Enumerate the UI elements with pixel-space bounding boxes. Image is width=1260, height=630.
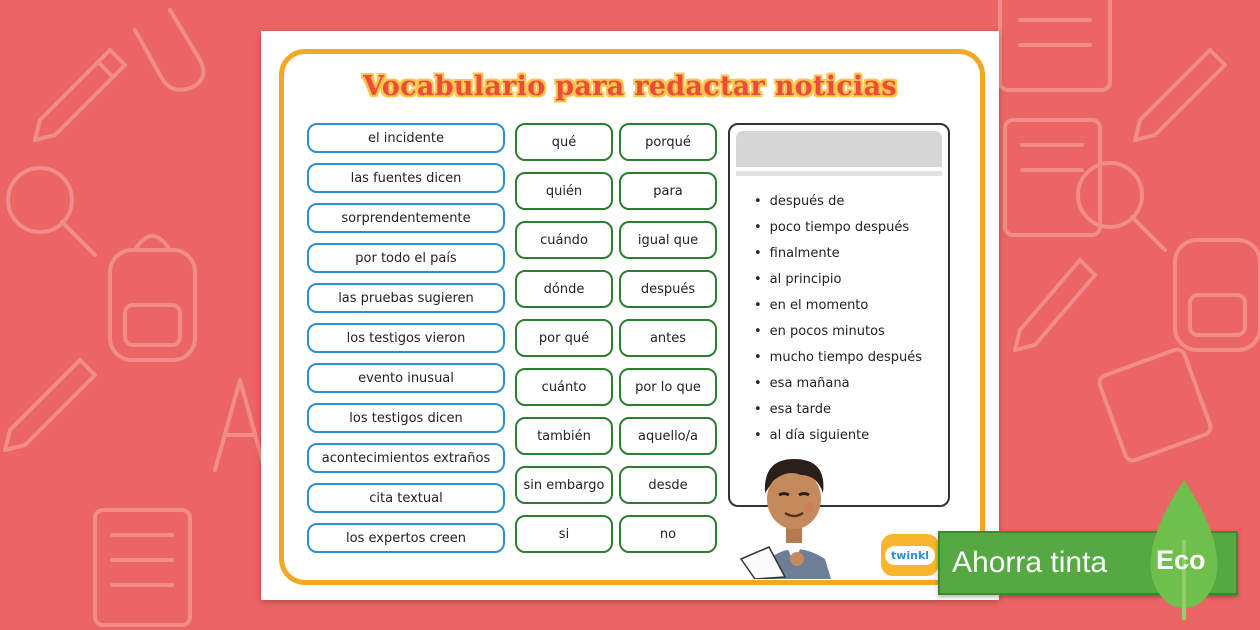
phrase-card: los testigos vieron	[307, 323, 505, 353]
phrase-card: acontecimientos extraños	[307, 443, 505, 473]
word-card: porqué	[619, 123, 717, 161]
time-phrases-box	[728, 123, 950, 507]
phrase-card: cita textual	[307, 483, 505, 513]
question-connective-grid	[515, 123, 719, 553]
phrase-card: sorprendentemente	[307, 203, 505, 233]
word-card: antes	[619, 319, 717, 357]
magnifier-icon	[8, 168, 95, 255]
vocabulary-phrases-column	[307, 123, 505, 563]
list-item: • finalmente	[754, 241, 922, 267]
eco-word: Eco	[1156, 545, 1206, 575]
word-card: quién	[515, 172, 613, 210]
word-card: desde	[619, 466, 717, 504]
backpack-icon	[110, 236, 195, 360]
paperclip-icon	[135, 10, 203, 90]
list-item: • al día siguiente	[754, 423, 922, 449]
list-item: • poco tiempo después	[754, 215, 922, 241]
word-card: por qué	[515, 319, 613, 357]
word-card: igual que	[619, 221, 717, 259]
twinkl-logo	[881, 534, 939, 576]
phrase-card: por todo el país	[307, 243, 505, 273]
letter-a-icon	[215, 380, 265, 470]
backpack-icon	[1175, 240, 1260, 350]
word-card: para	[619, 172, 717, 210]
list-item: • en pocos minutos	[754, 319, 922, 345]
list-item: • en el momento	[754, 293, 922, 319]
eco-badge-text: Ahorra tinta	[952, 546, 1108, 579]
list-item: • al principio	[754, 267, 922, 293]
word-card: si	[515, 515, 613, 553]
word-card: aquello/a	[619, 417, 717, 455]
phrase-card: evento inusual	[307, 363, 505, 393]
time-phrases-header	[736, 131, 942, 167]
word-card: cuándo	[515, 221, 613, 259]
worksheet-title: Vocabulario para redactar noticias	[363, 71, 897, 102]
list-item: • esa tarde	[754, 397, 922, 423]
pencil-icon	[35, 50, 125, 140]
pencil-icon	[1135, 50, 1225, 140]
phrase-card: el incidente	[307, 123, 505, 153]
twinkl-logo-text: twinkl	[885, 546, 935, 565]
notebook-icon	[1000, 0, 1110, 90]
word-card: cuánto	[515, 368, 613, 406]
word-card: dónde	[515, 270, 613, 308]
word-card: qué	[515, 123, 613, 161]
phrase-card: los expertos creen	[307, 523, 505, 553]
phrase-card: las pruebas sugieren	[307, 283, 505, 313]
pencil-icon	[1015, 260, 1095, 350]
notebook-icon	[1097, 347, 1212, 462]
word-card: no	[619, 515, 717, 553]
time-phrases-divider	[736, 171, 942, 176]
list-item: • esa mañana	[754, 371, 922, 397]
word-card: también	[515, 417, 613, 455]
word-card: por lo que	[619, 368, 717, 406]
phrase-card: las fuentes dicen	[307, 163, 505, 193]
pencil-icon	[5, 360, 95, 450]
notebook-icon	[95, 510, 190, 625]
worksheet	[261, 31, 999, 600]
boy-reading-illustration	[739, 451, 849, 579]
word-card: sin embargo	[515, 466, 613, 504]
phrase-card: los testigos dicen	[307, 403, 505, 433]
list-item: • después de	[754, 189, 922, 215]
time-phrases-list	[754, 189, 922, 449]
list-item: • mucho tiempo después	[754, 345, 922, 371]
word-card: después	[619, 270, 717, 308]
